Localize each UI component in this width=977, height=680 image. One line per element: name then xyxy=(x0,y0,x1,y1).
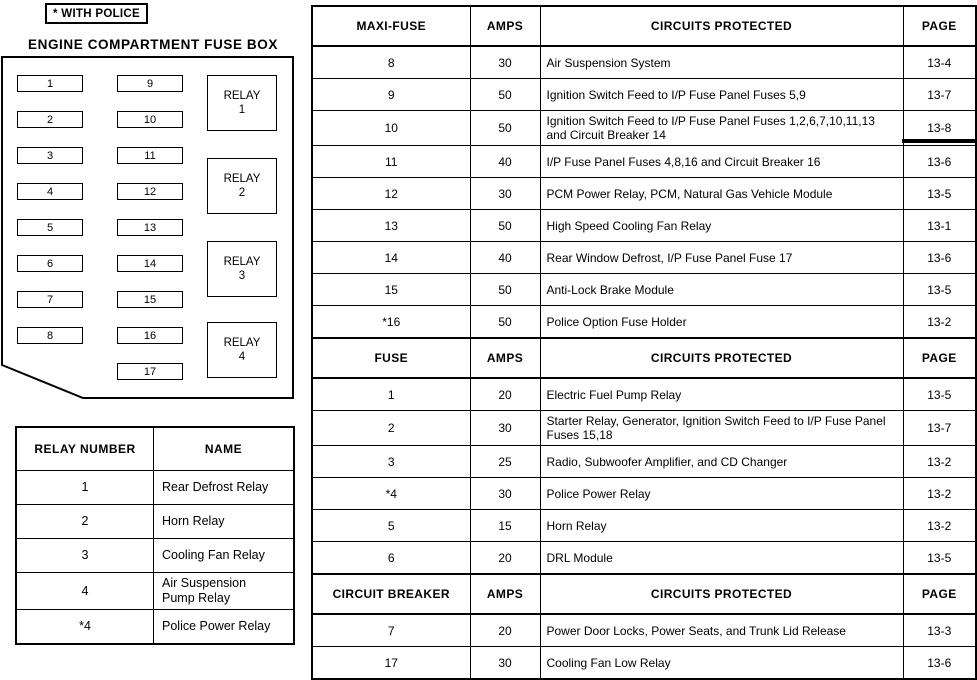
amps-cell: 50 xyxy=(470,210,540,242)
fuse-number-cell: 8 xyxy=(312,46,470,79)
relay-name-cell: Police Power Relay xyxy=(154,610,295,645)
fuse-slot-14: 14 xyxy=(117,255,183,272)
circuits-protected-cell: Air Suspension System xyxy=(540,46,903,79)
page-cell: 13-4 xyxy=(903,46,976,79)
relay-slot-label-number: 1 xyxy=(238,104,246,116)
page-cell: 13-5 xyxy=(903,274,976,306)
circuits-protected-cell: DRL Module xyxy=(540,542,903,575)
table-row xyxy=(312,510,976,542)
amps-cell: 30 xyxy=(470,647,540,680)
amps-cell: 20 xyxy=(470,542,540,575)
amps-cell: 50 xyxy=(470,306,540,339)
table-row xyxy=(312,614,976,647)
fuse-slot-13: 13 xyxy=(117,219,183,236)
fuse-number-cell: 11 xyxy=(312,146,470,178)
page-cell: 13-5 xyxy=(903,542,976,575)
page-cell: 13-5 xyxy=(903,378,976,411)
fuse-slot-4: 4 xyxy=(17,183,83,200)
amps-cell: 15 xyxy=(470,510,540,542)
circuits-protected-cell: PCM Power Relay, PCM, Natural Gas Vehicle Module xyxy=(540,178,903,210)
diagram-title: ENGINE COMPARTMENT FUSE BOX xyxy=(28,37,278,52)
fuse-number-cell: 15 xyxy=(312,274,470,306)
circuits-protected-cell: Ignition Switch Feed to I/P Fuse Panel Fuses 1,2,6,7,10,11,13 and Circuit Breaker 14 xyxy=(540,111,903,146)
relay-name-cell: Air Suspension Pump Relay xyxy=(154,573,295,610)
circuits-protected-cell: Anti-Lock Brake Module xyxy=(540,274,903,306)
amps-cell: 30 xyxy=(470,46,540,79)
circuits-protected-cell: Power Door Locks, Power Seats, and Trunk Lid Release xyxy=(540,614,903,647)
fuse-number-cell: 6 xyxy=(312,542,470,575)
fuse-slot-12: 12 xyxy=(117,183,183,200)
page-cell: 13-7 xyxy=(903,411,976,446)
relay-slot-label-number: 2 xyxy=(238,187,246,199)
circuits-protected-cell: High Speed Cooling Fan Relay xyxy=(540,210,903,242)
amps-cell: 50 xyxy=(470,79,540,111)
relay-slot-label-number: 3 xyxy=(238,270,246,282)
circuits-protected-cell: Police Power Relay xyxy=(540,478,903,510)
relay-table-row xyxy=(16,471,294,505)
fuse-number-cell: 1 xyxy=(312,378,470,411)
relay-slot-label-word: RELAY xyxy=(223,173,261,185)
relay-name-cell: Rear Defrost Relay xyxy=(154,471,295,505)
relay-slot-3 xyxy=(207,241,277,297)
table-row xyxy=(312,411,976,446)
circuits-protected-cell: Rear Window Defrost, I/P Fuse Panel Fuse 17 xyxy=(540,242,903,274)
table-row xyxy=(312,79,976,111)
column-header: CIRCUITS PROTECTED xyxy=(540,574,903,614)
fuse-slot-3: 3 xyxy=(17,147,83,164)
page-cell: 13-3 xyxy=(903,614,976,647)
column-header: CIRCUITS PROTECTED xyxy=(540,338,903,378)
amps-cell: 30 xyxy=(470,178,540,210)
amps-cell: 20 xyxy=(470,378,540,411)
fuse-slot-5: 5 xyxy=(17,219,83,236)
fuse-slot-17: 17 xyxy=(117,363,183,380)
page-cell: 13-2 xyxy=(903,478,976,510)
fuse-number-cell: 12 xyxy=(312,178,470,210)
page-cell: 13-1 xyxy=(903,210,976,242)
table-row xyxy=(312,46,976,79)
table-row xyxy=(312,542,976,575)
relay-slot-label-word: RELAY xyxy=(223,90,261,102)
fuse-number-cell: 5 xyxy=(312,510,470,542)
table-row xyxy=(312,306,976,339)
circuits-protected-cell: Police Option Fuse Holder xyxy=(540,306,903,339)
column-header: PAGE xyxy=(903,6,976,46)
fuse-slot-15: 15 xyxy=(117,291,183,308)
relay-slot-2 xyxy=(207,158,277,214)
page-cell: 13-6 xyxy=(903,647,976,680)
circuits-protected-cell: I/P Fuse Panel Fuses 4,8,16 and Circuit Breaker 16 xyxy=(540,146,903,178)
page-cell: 13-2 xyxy=(903,446,976,478)
fuse-number-cell: *16 xyxy=(312,306,470,339)
fuse-number-cell: 7 xyxy=(312,614,470,647)
column-header: AMPS xyxy=(470,574,540,614)
relay-table-column-header: NAME xyxy=(154,427,295,471)
section-header-row xyxy=(312,6,976,46)
page-cell: 13-5 xyxy=(903,178,976,210)
fuse-slot-16: 16 xyxy=(117,327,183,344)
relay-table-row xyxy=(16,505,294,539)
fuse-slot-9: 9 xyxy=(117,75,183,92)
circuits-protected-cell: Cooling Fan Low Relay xyxy=(540,647,903,680)
circuits-protected-cell: Starter Relay, Generator, Ignition Switch Feed to I/P Fuse Panel Fuses 15,18 xyxy=(540,411,903,446)
relay-number-cell: 3 xyxy=(16,539,154,573)
relay-slot-label-word: RELAY xyxy=(223,256,261,268)
relay-slot-label-number: 4 xyxy=(238,351,246,363)
fuse-number-cell: *4 xyxy=(312,478,470,510)
relay-table-row xyxy=(16,539,294,573)
amps-cell: 40 xyxy=(470,146,540,178)
table-row xyxy=(312,274,976,306)
table-row xyxy=(312,378,976,411)
column-header: CIRCUITS PROTECTED xyxy=(540,6,903,46)
column-header: CIRCUIT BREAKER xyxy=(312,574,470,614)
police-option-note-box xyxy=(45,3,148,24)
relay-number-cell: 2 xyxy=(16,505,154,539)
relay-table-row xyxy=(16,610,294,645)
fuse-number-cell: 3 xyxy=(312,446,470,478)
column-header: AMPS xyxy=(470,338,540,378)
column-header: FUSE xyxy=(312,338,470,378)
table-row xyxy=(312,242,976,274)
relay-slot-1 xyxy=(207,75,277,131)
fuse-number-cell: 17 xyxy=(312,647,470,680)
circuits-protected-cell: Ignition Switch Feed to I/P Fuse Panel Fuses 5,9 xyxy=(540,79,903,111)
amps-cell: 30 xyxy=(470,411,540,446)
circuits-protected-cell: Radio, Subwoofer Amplifier, and CD Changer xyxy=(540,446,903,478)
fuse-slot-11: 11 xyxy=(117,147,183,164)
table-row xyxy=(312,111,976,146)
relay-name-table xyxy=(15,426,295,645)
relay-slot-4 xyxy=(207,322,277,378)
fuse-slot-6: 6 xyxy=(17,255,83,272)
circuits-protected-cell: Horn Relay xyxy=(540,510,903,542)
relay-table-column-header: RELAY NUMBER xyxy=(16,427,154,471)
amps-cell: 30 xyxy=(470,478,540,510)
fuse-amps-circuits-table xyxy=(311,5,977,680)
fuse-number-cell: 9 xyxy=(312,79,470,111)
amps-cell: 20 xyxy=(470,614,540,647)
page-cell: 13-2 xyxy=(903,306,976,339)
amps-cell: 25 xyxy=(470,446,540,478)
section-header-row xyxy=(312,574,976,614)
relay-number-cell: 4 xyxy=(16,573,154,610)
column-header: MAXI-FUSE xyxy=(312,6,470,46)
relay-table-header-row xyxy=(16,427,294,471)
amps-cell: 50 xyxy=(470,274,540,306)
fuse-number-cell: 2 xyxy=(312,411,470,446)
fuse-slot-2: 2 xyxy=(17,111,83,128)
table-row xyxy=(312,446,976,478)
fuse-slot-1: 1 xyxy=(17,75,83,92)
page-cell: 13-7 xyxy=(903,79,976,111)
table-row xyxy=(312,146,976,178)
relay-name-cell: Cooling Fan Relay xyxy=(154,539,295,573)
amps-cell: 40 xyxy=(470,242,540,274)
page-cell: 13-6 xyxy=(903,242,976,274)
column-header: AMPS xyxy=(470,6,540,46)
table-row xyxy=(312,478,976,510)
fuse-number-cell: 10 xyxy=(312,111,470,146)
fuse-slot-7: 7 xyxy=(17,291,83,308)
amps-cell: 50 xyxy=(470,111,540,146)
police-option-note: * WITH POLICE xyxy=(53,7,140,20)
relay-table-row xyxy=(16,573,294,610)
fuse-number-cell: 13 xyxy=(312,210,470,242)
relay-number-cell: 1 xyxy=(16,471,154,505)
page-cell: 13-8 xyxy=(903,111,976,146)
fuse-number-cell: 14 xyxy=(312,242,470,274)
page-cell: 13-2 xyxy=(903,510,976,542)
fuse-slot-10: 10 xyxy=(117,111,183,128)
page-cell: 13-6 xyxy=(903,146,976,178)
relay-number-cell: *4 xyxy=(16,610,154,645)
relay-name-cell: Horn Relay xyxy=(154,505,295,539)
scan-artifact-mark xyxy=(902,139,977,143)
fuse-slot-8: 8 xyxy=(17,327,83,344)
column-header: PAGE xyxy=(903,338,976,378)
relay-slot-label-word: RELAY xyxy=(223,337,261,349)
table-row xyxy=(312,210,976,242)
section-header-row xyxy=(312,338,976,378)
column-header: PAGE xyxy=(903,574,976,614)
circuits-protected-cell: Electric Fuel Pump Relay xyxy=(540,378,903,411)
table-row xyxy=(312,647,976,680)
table-row xyxy=(312,178,976,210)
